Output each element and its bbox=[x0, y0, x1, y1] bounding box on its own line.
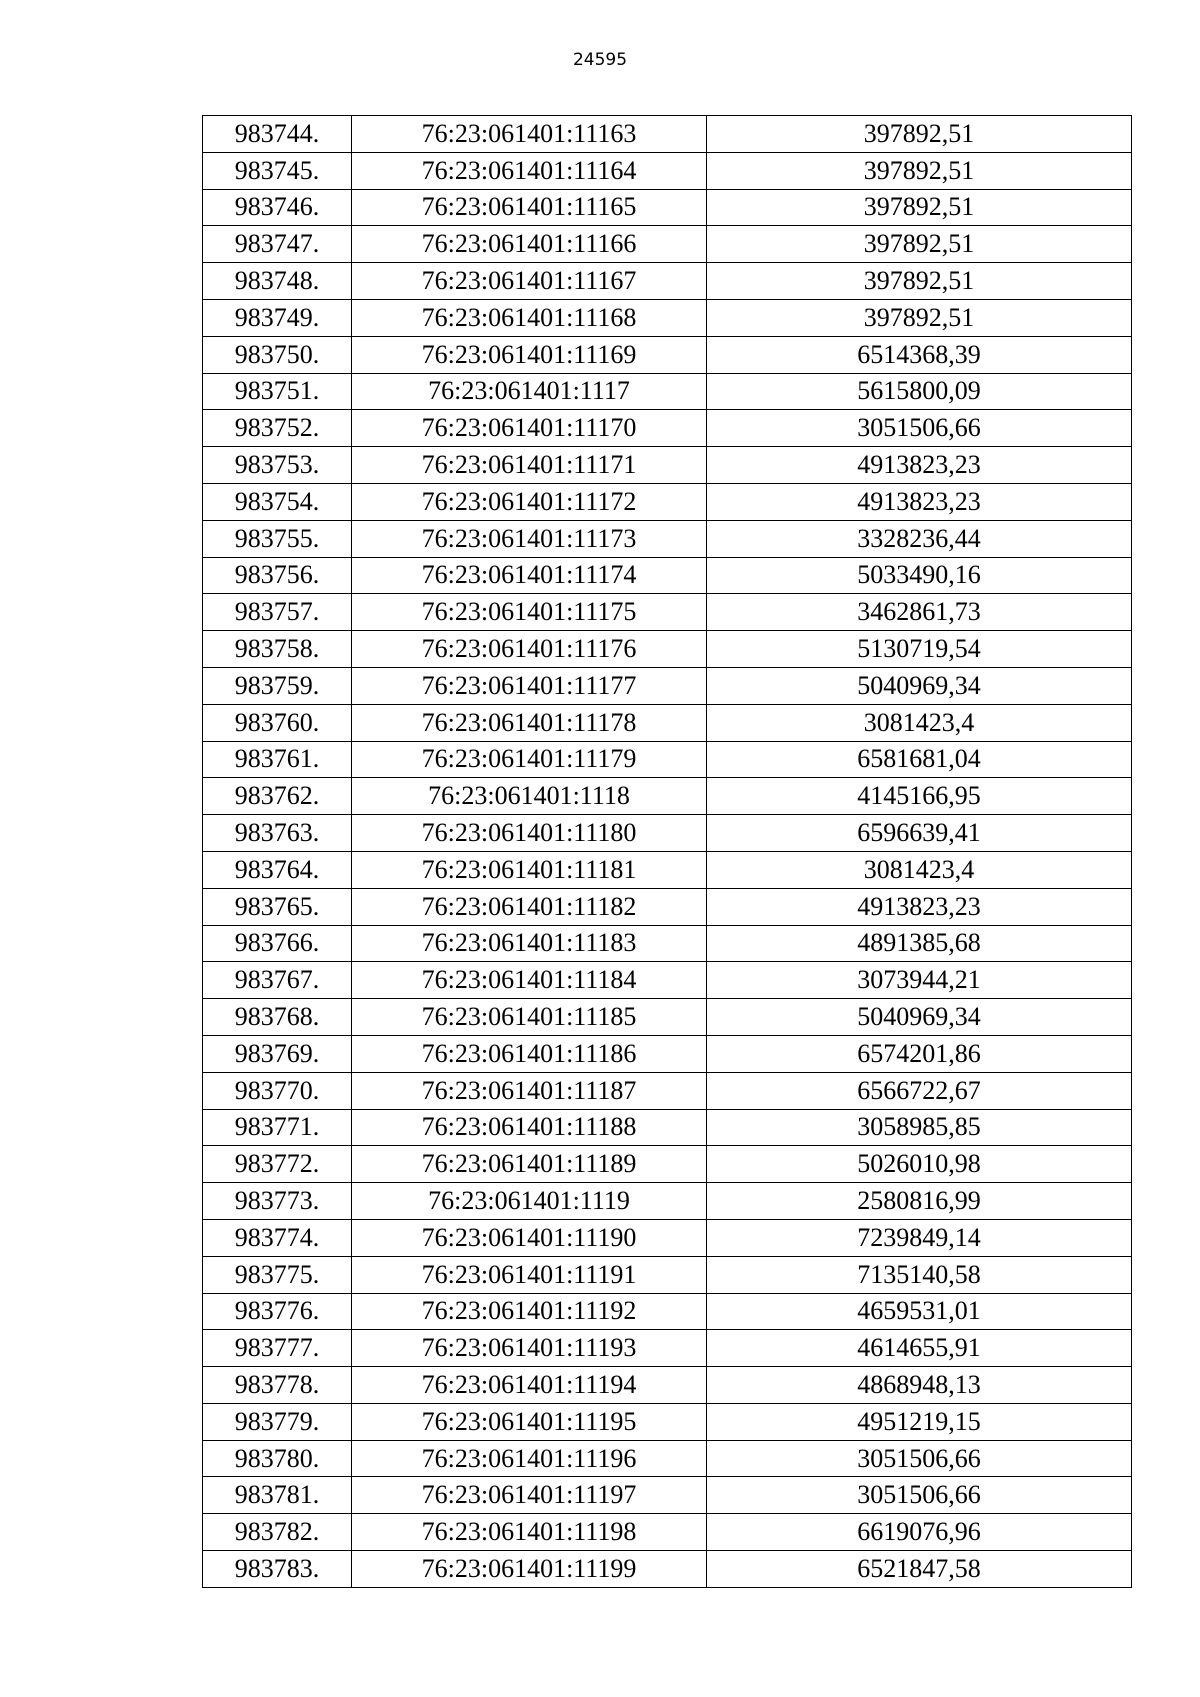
value-cell: 3058985,85 bbox=[707, 1109, 1132, 1146]
table-row bbox=[203, 1477, 1132, 1514]
cadastral-number-cell: 76:23:061401:11187 bbox=[352, 1072, 707, 1109]
value-cell: 4891385,68 bbox=[707, 925, 1132, 962]
row-number-cell: 983760. bbox=[203, 704, 352, 741]
table-row bbox=[203, 631, 1132, 668]
row-number-cell: 983749. bbox=[203, 299, 352, 336]
row-number-cell: 983761. bbox=[203, 741, 352, 778]
cadastral-number-cell: 76:23:061401:11184 bbox=[352, 962, 707, 999]
value-cell: 4868948,13 bbox=[707, 1367, 1132, 1404]
table-row bbox=[203, 815, 1132, 852]
value-cell: 397892,51 bbox=[707, 152, 1132, 189]
row-number-cell: 983747. bbox=[203, 226, 352, 263]
table-row bbox=[203, 116, 1132, 153]
cadastral-number-cell: 76:23:061401:11192 bbox=[352, 1293, 707, 1330]
row-number-cell: 983752. bbox=[203, 410, 352, 447]
cadastral-number-cell: 76:23:061401:11163 bbox=[352, 116, 707, 153]
value-cell: 3073944,21 bbox=[707, 962, 1132, 999]
table-row bbox=[203, 520, 1132, 557]
cadastral-number-cell: 76:23:061401:11180 bbox=[352, 815, 707, 852]
cadastral-number-cell: 76:23:061401:11191 bbox=[352, 1256, 707, 1293]
row-number-cell: 983779. bbox=[203, 1403, 352, 1440]
value-cell: 5130719,54 bbox=[707, 631, 1132, 668]
row-number-cell: 983754. bbox=[203, 483, 352, 520]
row-number-cell: 983746. bbox=[203, 189, 352, 226]
cadastral-number-cell: 76:23:061401:11170 bbox=[352, 410, 707, 447]
table-row bbox=[203, 410, 1132, 447]
row-number-cell: 983783. bbox=[203, 1551, 352, 1588]
value-cell: 4659531,01 bbox=[707, 1293, 1132, 1330]
row-number-cell: 983759. bbox=[203, 667, 352, 704]
cadastral-number-cell: 76:23:061401:11174 bbox=[352, 557, 707, 594]
cadastral-number-cell: 76:23:061401:11183 bbox=[352, 925, 707, 962]
value-cell: 4145166,95 bbox=[707, 778, 1132, 815]
row-number-cell: 983774. bbox=[203, 1219, 352, 1256]
cadastral-number-cell: 76:23:061401:11165 bbox=[352, 189, 707, 226]
value-cell: 397892,51 bbox=[707, 299, 1132, 336]
value-cell: 397892,51 bbox=[707, 189, 1132, 226]
table-row bbox=[203, 557, 1132, 594]
cadastral-number-cell: 76:23:061401:11176 bbox=[352, 631, 707, 668]
table-row bbox=[203, 999, 1132, 1036]
cadastral-number-cell: 76:23:061401:11198 bbox=[352, 1514, 707, 1551]
table-row bbox=[203, 189, 1132, 226]
row-number-cell: 983776. bbox=[203, 1293, 352, 1330]
table-row bbox=[203, 1219, 1132, 1256]
cadastral-number-cell: 76:23:061401:11172 bbox=[352, 483, 707, 520]
table-row bbox=[203, 1440, 1132, 1477]
cadastral-number-cell: 76:23:061401:11168 bbox=[352, 299, 707, 336]
cadastral-number-cell: 76:23:061401:1119 bbox=[352, 1183, 707, 1220]
row-number-cell: 983755. bbox=[203, 520, 352, 557]
value-cell: 4951219,15 bbox=[707, 1403, 1132, 1440]
row-number-cell: 983756. bbox=[203, 557, 352, 594]
table-row bbox=[203, 962, 1132, 999]
value-cell: 397892,51 bbox=[707, 226, 1132, 263]
table-row bbox=[203, 1256, 1132, 1293]
value-cell: 5615800,09 bbox=[707, 373, 1132, 410]
value-cell: 2580816,99 bbox=[707, 1183, 1132, 1220]
table-body bbox=[203, 116, 1132, 1588]
table-row bbox=[203, 1551, 1132, 1588]
table-row bbox=[203, 1293, 1132, 1330]
row-number-cell: 983753. bbox=[203, 447, 352, 484]
cadastral-number-cell: 76:23:061401:11197 bbox=[352, 1477, 707, 1514]
table-row bbox=[203, 1183, 1132, 1220]
value-cell: 7239849,14 bbox=[707, 1219, 1132, 1256]
table-row bbox=[203, 667, 1132, 704]
value-cell: 6619076,96 bbox=[707, 1514, 1132, 1551]
cadastral-number-cell: 76:23:061401:11182 bbox=[352, 888, 707, 925]
row-number-cell: 983750. bbox=[203, 336, 352, 373]
cadastral-number-cell: 76:23:061401:11177 bbox=[352, 667, 707, 704]
value-cell: 5026010,98 bbox=[707, 1146, 1132, 1183]
value-cell: 3081423,4 bbox=[707, 704, 1132, 741]
value-cell: 4913823,23 bbox=[707, 483, 1132, 520]
cadastral-number-cell: 76:23:061401:1117 bbox=[352, 373, 707, 410]
cadastral-number-cell: 76:23:061401:11193 bbox=[352, 1330, 707, 1367]
row-number-cell: 983778. bbox=[203, 1367, 352, 1404]
value-cell: 3051506,66 bbox=[707, 1477, 1132, 1514]
cadastral-number-cell: 76:23:061401:11164 bbox=[352, 152, 707, 189]
cadastral-number-cell: 76:23:061401:11195 bbox=[352, 1403, 707, 1440]
table-row bbox=[203, 1514, 1132, 1551]
cadastral-number-cell: 76:23:061401:11171 bbox=[352, 447, 707, 484]
row-number-cell: 983777. bbox=[203, 1330, 352, 1367]
table-row bbox=[203, 925, 1132, 962]
cadastral-number-cell: 76:23:061401:11179 bbox=[352, 741, 707, 778]
table-row bbox=[203, 1330, 1132, 1367]
table-row bbox=[203, 299, 1132, 336]
table-row bbox=[203, 447, 1132, 484]
value-cell: 3328236,44 bbox=[707, 520, 1132, 557]
value-cell: 5040969,34 bbox=[707, 667, 1132, 704]
cadastral-number-cell: 76:23:061401:11190 bbox=[352, 1219, 707, 1256]
value-cell: 3051506,66 bbox=[707, 1440, 1132, 1477]
row-number-cell: 983757. bbox=[203, 594, 352, 631]
cadastral-number-cell: 76:23:061401:11169 bbox=[352, 336, 707, 373]
row-number-cell: 983769. bbox=[203, 1035, 352, 1072]
row-number-cell: 983765. bbox=[203, 888, 352, 925]
row-number-cell: 983745. bbox=[203, 152, 352, 189]
value-cell: 3051506,66 bbox=[707, 410, 1132, 447]
value-cell: 6566722,67 bbox=[707, 1072, 1132, 1109]
row-number-cell: 983762. bbox=[203, 778, 352, 815]
row-number-cell: 983772. bbox=[203, 1146, 352, 1183]
cadastral-number-cell: 76:23:061401:11173 bbox=[352, 520, 707, 557]
row-number-cell: 983748. bbox=[203, 263, 352, 300]
row-number-cell: 983780. bbox=[203, 1440, 352, 1477]
value-cell: 3081423,4 bbox=[707, 851, 1132, 888]
cadastral-number-cell: 76:23:061401:11189 bbox=[352, 1146, 707, 1183]
value-cell: 3462861,73 bbox=[707, 594, 1132, 631]
table-row bbox=[203, 1403, 1132, 1440]
cadastral-number-cell: 76:23:061401:1118 bbox=[352, 778, 707, 815]
table-row bbox=[203, 741, 1132, 778]
value-cell: 7135140,58 bbox=[707, 1256, 1132, 1293]
row-number-cell: 983781. bbox=[203, 1477, 352, 1514]
table-row bbox=[203, 226, 1132, 263]
cadastral-number-cell: 76:23:061401:11186 bbox=[352, 1035, 707, 1072]
cadastral-number-cell: 76:23:061401:11167 bbox=[352, 263, 707, 300]
row-number-cell: 983758. bbox=[203, 631, 352, 668]
value-cell: 5040969,34 bbox=[707, 999, 1132, 1036]
cadastral-number-cell: 76:23:061401:11178 bbox=[352, 704, 707, 741]
value-cell: 5033490,16 bbox=[707, 557, 1132, 594]
table-row bbox=[203, 152, 1132, 189]
value-cell: 6514368,39 bbox=[707, 336, 1132, 373]
cadastral-number-cell: 76:23:061401:11175 bbox=[352, 594, 707, 631]
table-row bbox=[203, 778, 1132, 815]
table-row bbox=[203, 704, 1132, 741]
row-number-cell: 983751. bbox=[203, 373, 352, 410]
table-row bbox=[203, 594, 1132, 631]
table-row bbox=[203, 1367, 1132, 1404]
row-number-cell: 983775. bbox=[203, 1256, 352, 1293]
value-cell: 4614655,91 bbox=[707, 1330, 1132, 1367]
cadastral-number-cell: 76:23:061401:11194 bbox=[352, 1367, 707, 1404]
value-cell: 4913823,23 bbox=[707, 888, 1132, 925]
value-cell: 4913823,23 bbox=[707, 447, 1132, 484]
table-row bbox=[203, 1035, 1132, 1072]
cadastral-number-cell: 76:23:061401:11196 bbox=[352, 1440, 707, 1477]
data-table bbox=[202, 115, 1132, 1588]
table-row bbox=[203, 851, 1132, 888]
row-number-cell: 983768. bbox=[203, 999, 352, 1036]
cadastral-number-cell: 76:23:061401:11166 bbox=[352, 226, 707, 263]
table-row bbox=[203, 263, 1132, 300]
row-number-cell: 983782. bbox=[203, 1514, 352, 1551]
cadastral-number-cell: 76:23:061401:11185 bbox=[352, 999, 707, 1036]
value-cell: 6596639,41 bbox=[707, 815, 1132, 852]
table-row bbox=[203, 1109, 1132, 1146]
table-row bbox=[203, 373, 1132, 410]
row-number-cell: 983767. bbox=[203, 962, 352, 999]
value-cell: 6574201,86 bbox=[707, 1035, 1132, 1072]
table-row bbox=[203, 483, 1132, 520]
row-number-cell: 983773. bbox=[203, 1183, 352, 1220]
row-number-cell: 983771. bbox=[203, 1109, 352, 1146]
cadastral-number-cell: 76:23:061401:11199 bbox=[352, 1551, 707, 1588]
table-row bbox=[203, 888, 1132, 925]
page-number: 24595 bbox=[572, 50, 628, 70]
table-row bbox=[203, 1146, 1132, 1183]
table-row bbox=[203, 1072, 1132, 1109]
row-number-cell: 983763. bbox=[203, 815, 352, 852]
row-number-cell: 983764. bbox=[203, 851, 352, 888]
cadastral-number-cell: 76:23:061401:11188 bbox=[352, 1109, 707, 1146]
value-cell: 397892,51 bbox=[707, 263, 1132, 300]
row-number-cell: 983744. bbox=[203, 116, 352, 153]
value-cell: 397892,51 bbox=[707, 116, 1132, 153]
value-cell: 6521847,58 bbox=[707, 1551, 1132, 1588]
value-cell: 6581681,04 bbox=[707, 741, 1132, 778]
table-row bbox=[203, 336, 1132, 373]
cadastral-number-cell: 76:23:061401:11181 bbox=[352, 851, 707, 888]
row-number-cell: 983766. bbox=[203, 925, 352, 962]
row-number-cell: 983770. bbox=[203, 1072, 352, 1109]
